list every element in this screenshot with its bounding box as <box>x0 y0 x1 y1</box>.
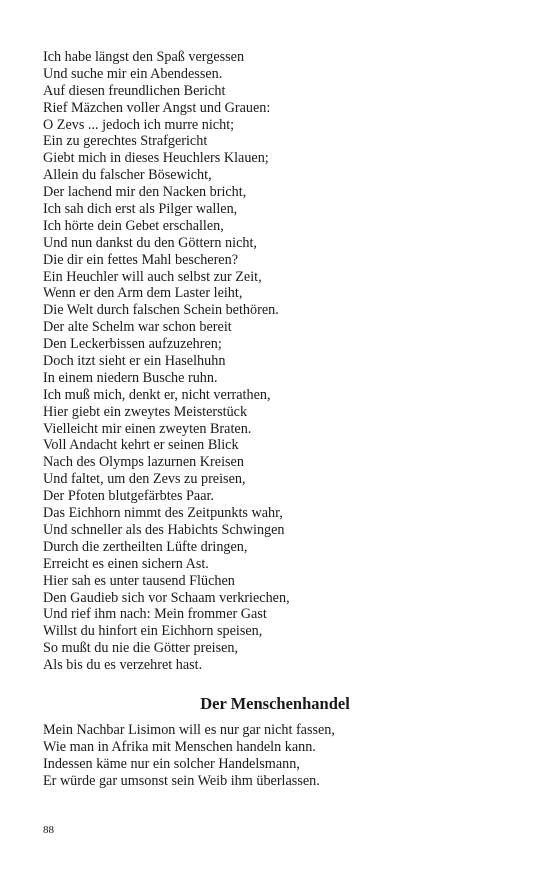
verse-line: Die dir ein fettes Mahl bescheren? <box>43 251 238 268</box>
verse-line: Und nun dankst du den Göttern nicht, <box>43 234 257 251</box>
verse-line: Voll Andacht kehrt er seinen Blick <box>43 437 239 454</box>
verse-line: Er würde gar umsonst sein Weib ihm überlassen. <box>43 772 320 789</box>
verse-line: Auf diesen freundlichen Bericht <box>43 82 226 99</box>
verse-line: Der lachend mir den Nacken bricht, <box>43 184 247 201</box>
verse-line: Und suche mir ein Abendessen. <box>43 65 223 82</box>
verse-line: Durch die zertheilten Lüfte dringen, <box>43 538 248 555</box>
verse-line: Ich habe längst den Spaß vergessen <box>43 49 245 65</box>
verse-line: Ein zu gerechtes Strafgericht <box>43 133 208 150</box>
verse-line: Doch itzt sieht er ein Haselhuhn <box>43 353 226 370</box>
page-number: 88 <box>43 824 54 836</box>
verse-line: Das Eichhorn nimmt des Zeitpunkts wahr, <box>43 505 283 522</box>
verse-line: Mein Nachbar Lisimon will es nur gar nicht fassen, <box>43 722 335 738</box>
verse-line: Und schneller als des Habichts Schwingen <box>43 521 285 538</box>
verse-line: Den Gaudieb sich vor Schaam verkriechen, <box>43 589 290 606</box>
verse-line: O Zevs ... jedoch ich murre nicht; <box>43 116 235 133</box>
verse-line: Wie man in Afrika mit Menschen handeln kann. <box>43 738 316 755</box>
verse-line: Den Leckerbissen aufzuzehren; <box>43 336 222 353</box>
verse-line: Indessen käme nur ein solcher Handelsmann, <box>43 755 300 772</box>
verse-line: Hier giebt ein zweytes Meisterstück <box>43 403 248 420</box>
verse-line: Giebt mich in dieses Heuchlers Klauen; <box>43 150 269 167</box>
verse-line: Ein Heuchler will auch selbst zur Zeit, <box>43 268 262 285</box>
verse-line: Die Welt durch falschen Schein bethören. <box>43 302 279 319</box>
verse-line: Ich sah dich erst als Pilger wallen, <box>43 201 238 218</box>
verse-line: Der Pfoten blutgefärbtes Paar. <box>43 488 214 505</box>
verse-line: Allein du falscher Bösewicht, <box>43 167 212 184</box>
verse-line: In einem niedern Busche ruhn. <box>43 369 218 386</box>
poem-der-menschenhandel <box>43 722 513 790</box>
verse-line: Und rief ihm nach: Mein frommer Gast <box>43 606 267 623</box>
poem-continuation <box>43 49 513 674</box>
verse-line: Hier sah es unter tausend Flüchen <box>43 572 235 589</box>
verse-line: Rief Mäzchen voller Angst und Grauen: <box>43 99 271 116</box>
verse-line: Willst du hinfort ein Eichhorn speisen, <box>43 623 263 640</box>
verse-line: Als bis du es verzehret hast. <box>43 657 203 674</box>
verse-line: Ich muß mich, denkt er, nicht verrathen, <box>43 386 271 403</box>
verse-line: Erreicht es einen sichern Ast. <box>43 555 209 572</box>
verse-line: Und faltet, um den Zevs zu preisen, <box>43 471 246 488</box>
verse-line: So mußt du nie die Götter preisen, <box>43 640 239 657</box>
verse-line: Nach des Olymps lazurnen Kreisen <box>43 454 244 471</box>
poem-title: Der Menschenhandel <box>200 694 350 713</box>
verse-line: Vielleicht mir einen zweyten Braten. <box>43 420 252 437</box>
verse-line: Wenn er den Arm dem Laster leiht, <box>43 285 243 302</box>
verse-line: Ich hörte dein Gebet erschallen, <box>43 217 224 234</box>
verse-line: Der alte Schelm war schon bereit <box>43 319 232 336</box>
